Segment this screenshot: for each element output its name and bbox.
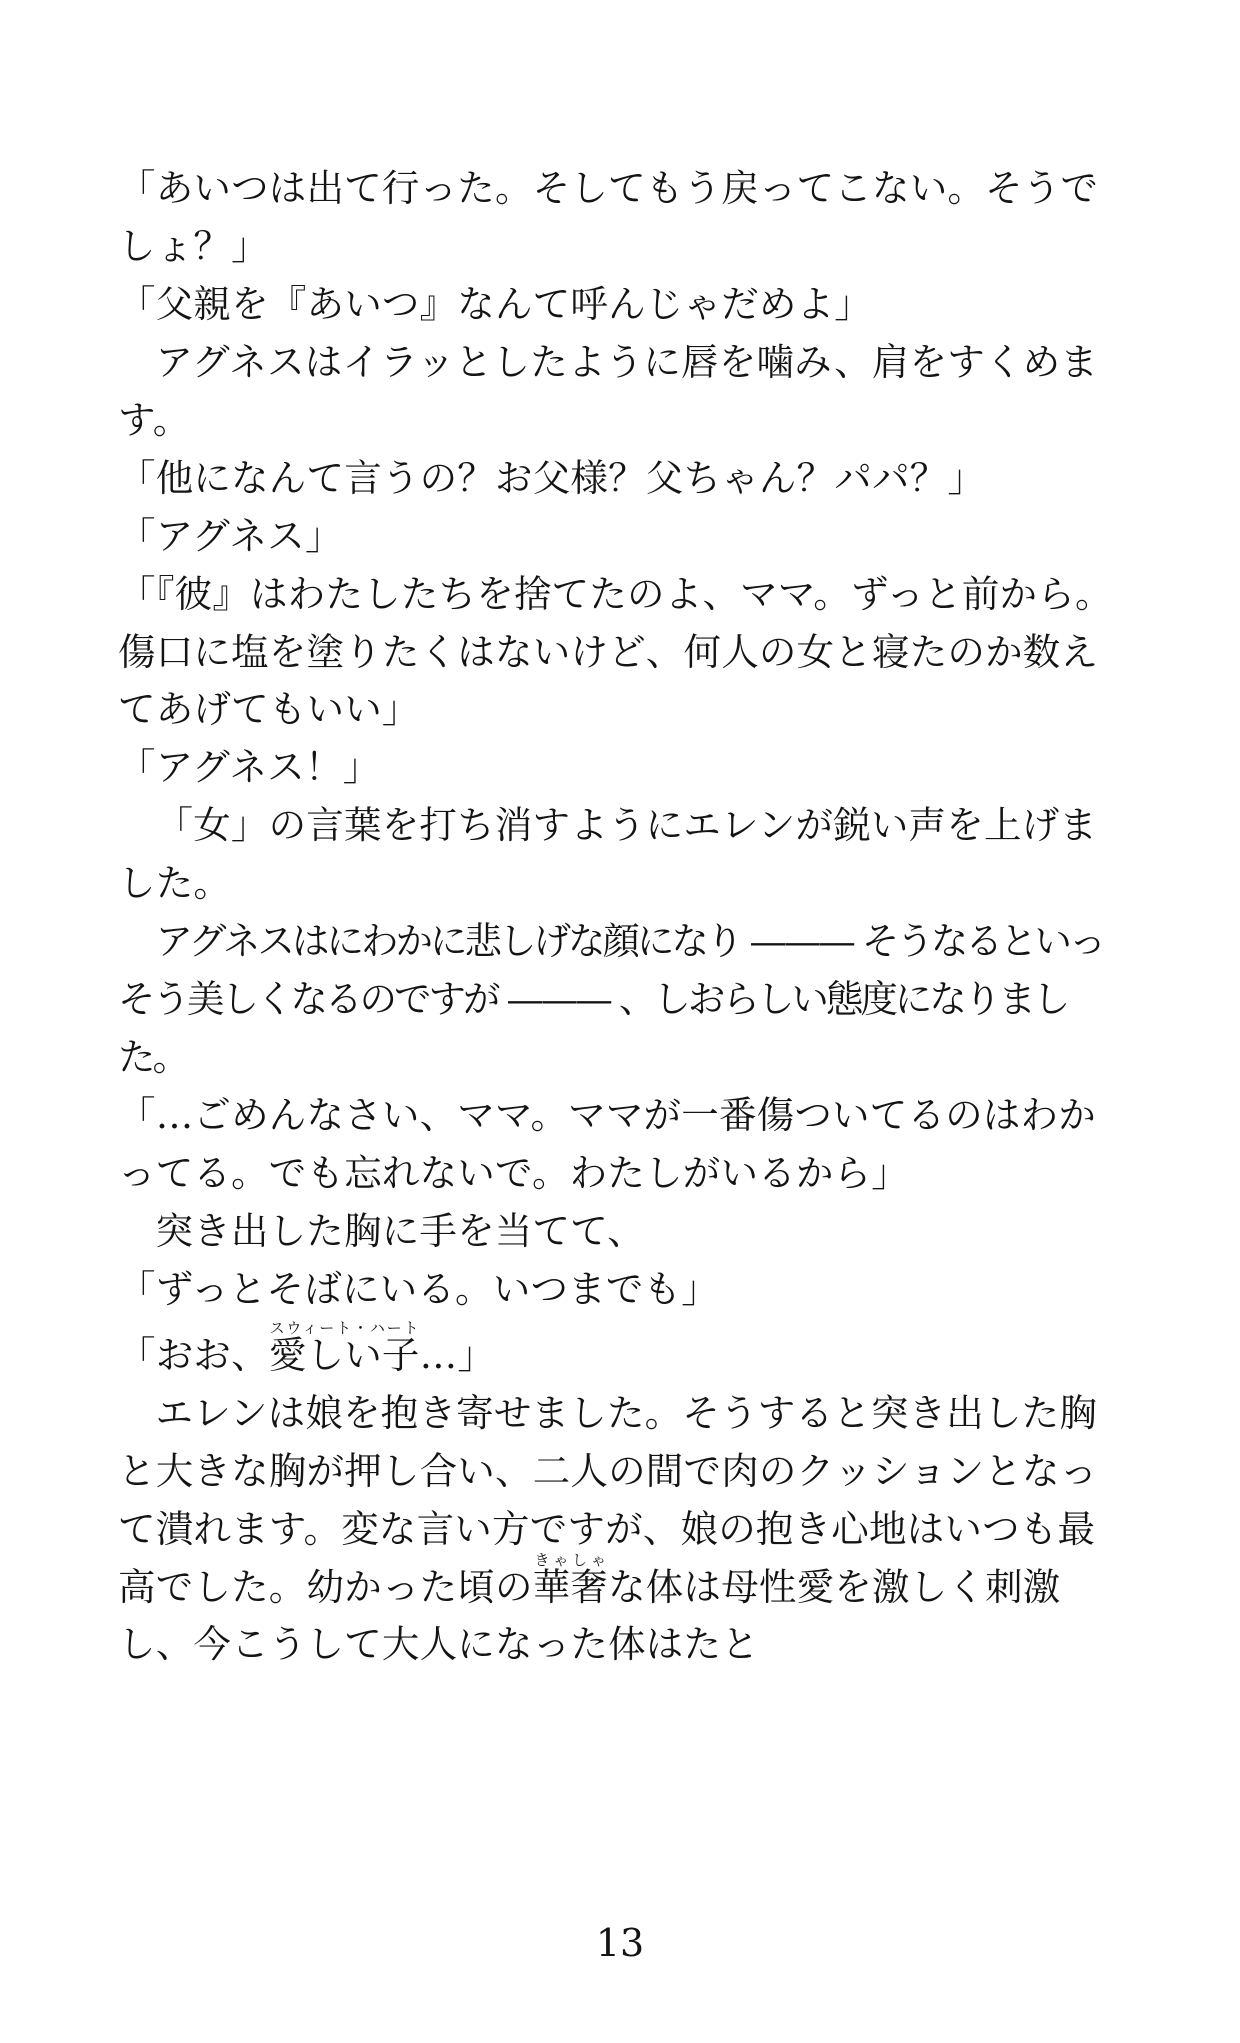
ruby-line-suffix: …」	[419, 1332, 496, 1377]
ruby-base: 華奢	[532, 1564, 609, 1609]
paragraph: アグネスはにわかに悲しげな顔になり ——— そうなるといっそう美しくなるのですが ——— 、しおらしい態度になりました。	[118, 919, 1104, 1080]
paragraph: 「他になんて言うの？お父様？父ちゃん？パパ？」	[118, 455, 986, 500]
paragraph-final	[118, 1385, 1122, 1675]
paragraph: 「…ごめんなさい、ママ。ママが一番傷ついてるのはわかってる。でも忘れないで。わたしがいるから」	[118, 1093, 1096, 1195]
page-number: 13	[595, 1921, 645, 1965]
paragraph: 「『彼』はわたしたちを捨てたのよ、ママ。ずっと前から。傷口に塩を塗りたくはないけど、何人の女と寝たのか数えてあげてもいい」	[118, 571, 1113, 732]
paragraph: 「あいつは出て行った。そしてもう戻ってこない。そうでしょ？」	[118, 166, 1099, 268]
ruby-line-prefix: 「おお、	[118, 1332, 269, 1377]
paragraph: 突き出した胸に手を当てて、	[155, 1208, 645, 1253]
final-text-after: な体は母性愛を激しく刺激し、今こうして大人になった体はたと	[118, 1564, 1061, 1667]
final-text-before: エレンは娘を抱き寄せました。そうすると突き出した胸と大きな胸が押し合い、二人の間で肉のクッションとなって潰れます。変な言い方ですが、娘の抱き心地はいつも最高でした。幼かった頃の	[118, 1390, 1098, 1609]
paragraph: アグネスはイラッとしたように唇を噛み、肩をすくめます。	[118, 339, 1098, 442]
page-body	[118, 160, 1122, 1674]
ruby-reading: スウィート・ハート	[268, 1318, 420, 1337]
paragraph: 「ずっとそばにいる。いつまでも」	[118, 1266, 719, 1311]
ruby-base: 愛しい子	[268, 1332, 420, 1377]
ruby-reading: きゃしゃ	[532, 1550, 609, 1569]
paragraph-with-ruby	[118, 1319, 1122, 1385]
ruby-term	[532, 1550, 609, 1609]
paragraph: 「女」の言葉を打ち消すようにエレンが鋭い声を上げました。	[118, 803, 1098, 906]
paragraph: 「父親を『あいつ』なんて呼んじゃだめよ」	[118, 281, 872, 326]
paragraph: 「アグネス」	[118, 513, 343, 558]
ruby-term	[268, 1318, 420, 1377]
paragraph: 「アグネス！」	[118, 745, 381, 790]
